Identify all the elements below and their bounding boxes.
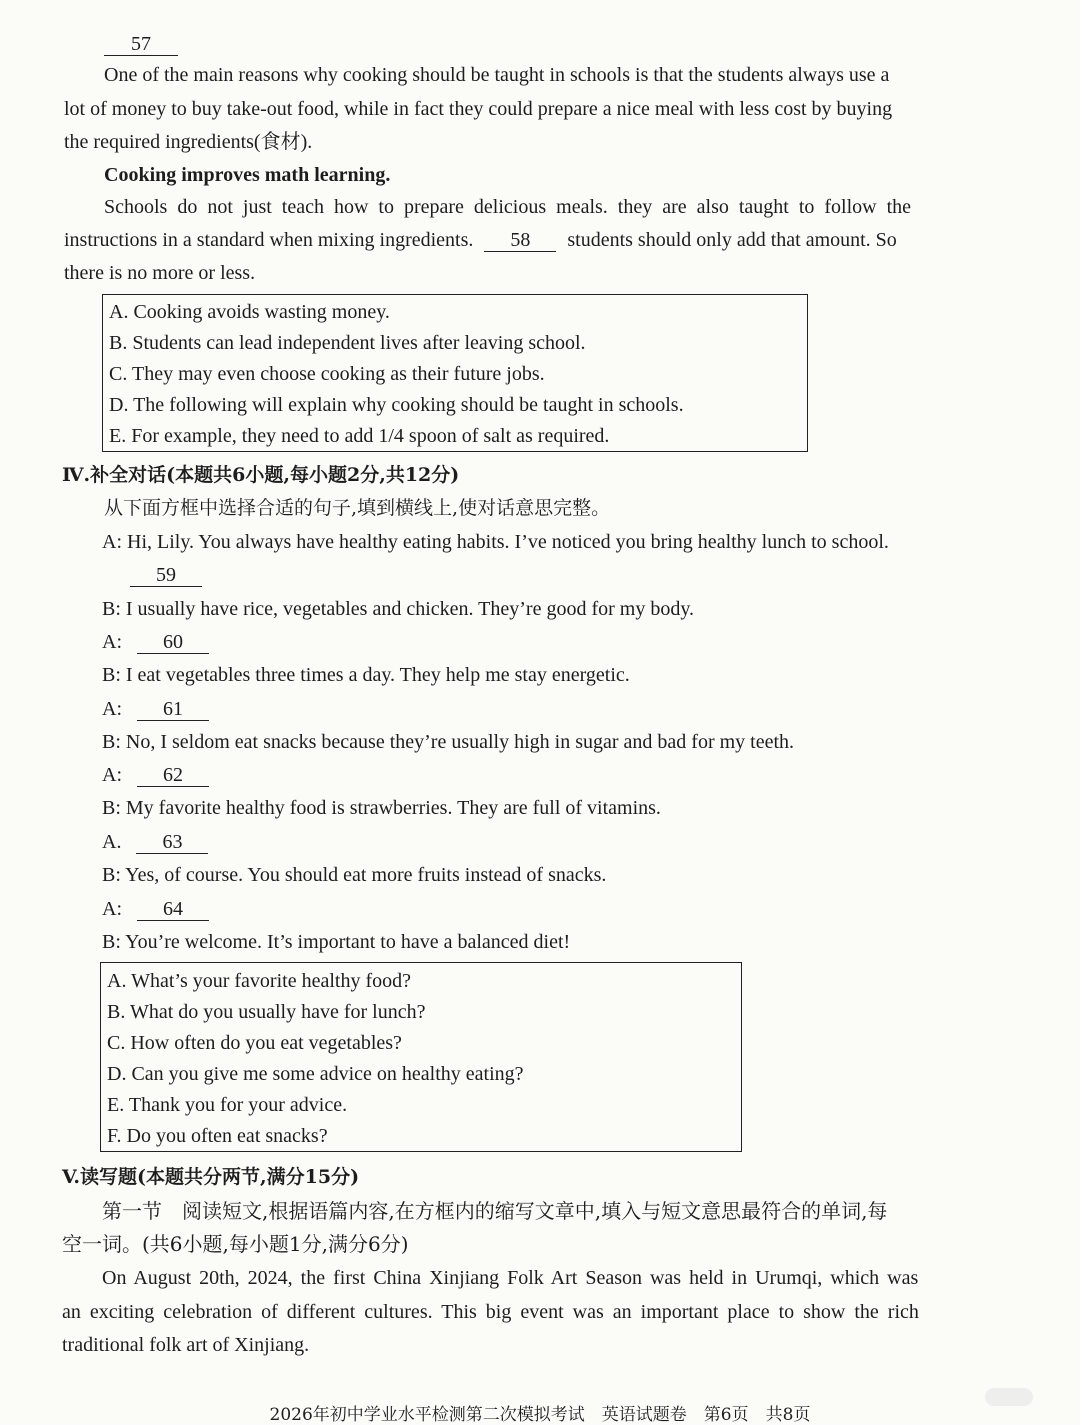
option-f: F. Do you often eat snacks? <box>107 1125 328 1147</box>
option-b: B. What do you usually have for lunch? <box>107 1001 426 1023</box>
paragraph-line <box>104 193 911 221</box>
paragraph-text: instructions in a standard when mixing ingredients. <box>64 229 474 251</box>
dialogue-line-a4 <box>102 761 209 789</box>
watermark-badge <box>985 1388 1033 1406</box>
option-e: E. For example, they need to add 1/4 spoon of salt as required. <box>109 425 610 447</box>
paragraph-text: lot of money to buy take-out food, while in fact they could prepare a nice meal with less cost by buying <box>64 98 893 120</box>
option-b: B. Students can lead independent lives after leaving school. <box>109 332 586 354</box>
section5-title: V.读写题(本题共分两节,满分15分) <box>62 1166 360 1188</box>
paragraph-text: students should only add that amount. So <box>567 229 897 251</box>
passage-line: traditional folk art of Xinjiang. <box>62 1334 310 1356</box>
page-footer: 2026年初中学业水平检测第二次模拟考试 英语试题卷 第6页 共8页 <box>269 1405 811 1425</box>
option-a: A. What’s your favorite healthy food? <box>107 970 411 992</box>
dialogue-line-b4: B: My favorite healthy food is strawberries. They are full of vitamins. <box>102 797 661 819</box>
options-box-section3 <box>102 294 808 452</box>
speaker-label: A: <box>102 698 122 720</box>
option-e: E. Thank you for your advice. <box>107 1094 348 1116</box>
dialogue-line-a2 <box>102 628 209 656</box>
section4-title: Ⅳ.补全对话(本题共6小题,每小题2分,共12分) <box>62 464 460 486</box>
paragraph-text: there is no more or less. <box>64 262 256 284</box>
section4-instruction: 从下面方框中选择合适的句子,填到横线上,使对话意思完整。 <box>104 497 611 519</box>
paragraph-line <box>104 61 1012 89</box>
paragraph-line <box>64 259 255 287</box>
answer-blank-59: 59 <box>130 564 202 587</box>
section5-part1-instruction: 空一词。(共6小题,每小题1分,满分6分) <box>62 1232 409 1256</box>
option-d: D. The following will explain why cooking should be taught in schools. <box>109 394 684 416</box>
q59-blank-line <box>130 561 202 589</box>
answer-blank-63: 63 <box>136 831 208 854</box>
q57-blank-line <box>104 30 178 58</box>
option-c: C. How often do you eat vegetables? <box>107 1032 402 1054</box>
dialogue-line-b1: B: I usually have rice, vegetables and chicken. They’re good for my body. <box>102 598 695 620</box>
dialogue-line-b6: B: You’re welcome. It’s important to have a balanced diet! <box>102 931 571 953</box>
speaker-label: A. <box>102 831 122 853</box>
section5-part1-instruction: 第一节 阅读短文,根据语篇内容,在方框内的缩写文章中,填入与短文意思最符合的单词,每 <box>102 1199 888 1223</box>
dialogue-line-b3: B: No, I seldom eat snacks because they’re usually high in sugar and bad for my teeth. <box>102 731 795 753</box>
answer-blank-60: 60 <box>137 631 209 654</box>
paragraph-line <box>64 128 312 156</box>
paragraph-line <box>64 95 1012 123</box>
answer-blank-57: 57 <box>104 33 178 56</box>
passage-line: On August 20th, 2024, the first China Xinjiang Folk Art Season was held in Urumqi, which was <box>102 1267 919 1289</box>
passage-line: an exciting celebration of different cultures. This big event was an important place to show the rich <box>62 1301 919 1323</box>
answer-blank-62: 62 <box>137 764 209 787</box>
speaker-label: A: <box>102 764 122 786</box>
paragraph-text: One of the main reasons why cooking should be taught in schools is that the students always use a <box>104 64 890 86</box>
option-a: A. Cooking avoids wasting money. <box>109 301 390 323</box>
option-c: C. They may even choose cooking as their future jobs. <box>109 363 545 385</box>
dialogue-line-a6 <box>102 895 209 923</box>
dialogue-line-a1: A: Hi, Lily. You always have healthy eating habits. I’ve noticed you bring healthy lunch to school. <box>102 531 889 553</box>
dialogue-line-b5: B: Yes, of course. You should eat more fruits instead of snacks. <box>102 864 607 886</box>
dialogue-line-b2: B: I eat vegetables three times a day. They help me stay energetic. <box>102 664 630 686</box>
option-d: D. Can you give me some advice on healthy eating? <box>107 1063 524 1085</box>
dialogue-line-a3 <box>102 695 209 723</box>
answer-blank-64: 64 <box>137 898 209 921</box>
paragraph-line <box>64 226 897 254</box>
answer-blank-58: 58 <box>484 229 556 252</box>
speaker-label: A: <box>102 898 122 920</box>
paragraph-text: the required ingredients(食材). <box>64 131 313 153</box>
paragraph-text: Schools do not just teach how to prepare delicious meals. they are also taught to follow the <box>104 196 912 218</box>
speaker-label: A: <box>102 631 122 653</box>
dialogue-line-a5 <box>102 828 208 856</box>
section-heading: Cooking improves math learning. <box>104 164 391 186</box>
answer-blank-61: 61 <box>137 698 209 721</box>
options-box-section4 <box>100 962 742 1152</box>
